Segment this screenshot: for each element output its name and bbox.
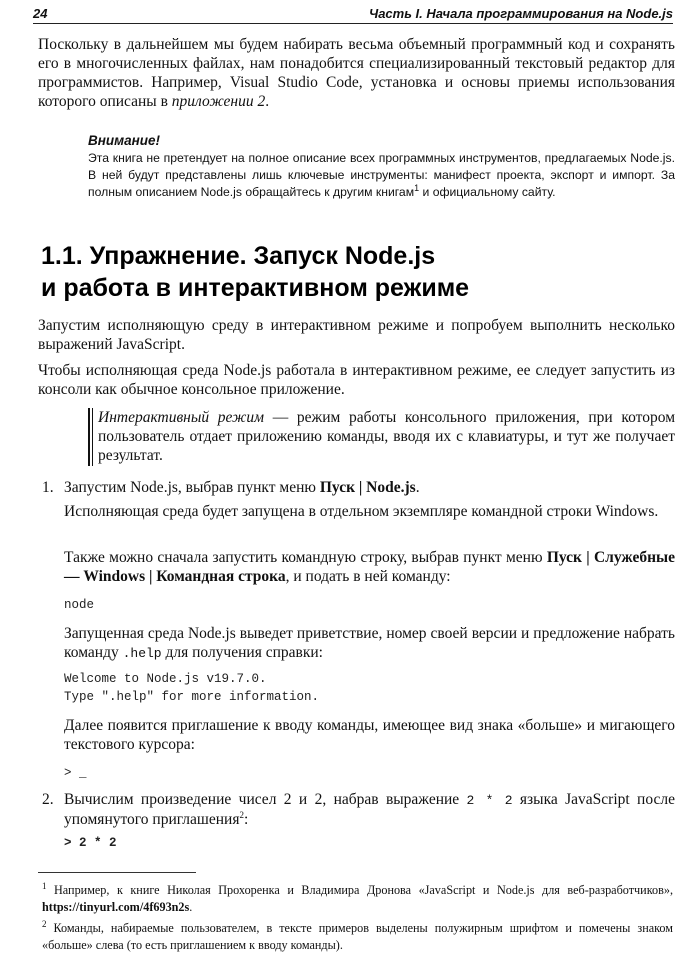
code-line: Welcome to Node.js v19.7.0. <box>64 672 267 686</box>
definition-block: Интерактивный режим — режим работы консольного приложения, при котором пользователь отдает приложению команды, вводя их с клавиатуры, и тут же получает результат. <box>98 409 675 464</box>
step-1-paragraph: Исполняющая среда будет запущена в отдельном экземпляре командной строки Windows. <box>64 503 659 520</box>
warning-title: Внимание! <box>88 133 161 148</box>
step-number: 1. <box>42 479 54 496</box>
inline-code: .help <box>122 646 162 661</box>
code-line: > 2 * 2 <box>64 836 117 850</box>
footnote-marker: 2 <box>239 809 244 820</box>
running-title: Часть I. Начала программирования на Node.js <box>368 6 673 21</box>
code-line: Type ".help" for more information. <box>64 690 320 704</box>
footnote: $^2$ Команды, набираемые пользователем, в тексте примеров выделены полужирным шрифтом и помечены знаком «больше» слева (то есть приглашением к вводу команды). <box>42 918 673 952</box>
step-1-paragraph: Также можно сначала запустить командную строку, выбрав пункт меню Пуск | Служебные — Windows | Командная строка, и подать в ней команду: <box>64 549 675 585</box>
paragraph-console-start: Чтобы исполняющая среда Node.js работала в интерактивном режиме, ее следует запустить из консоли как обычное консольное приложение. <box>38 362 675 398</box>
paragraph-run-expressions: Запустим исполняющую среду в интерактивном режиме и попробуем выполнить несколько выражений JavaScript. <box>38 317 675 353</box>
step-number: 2. <box>42 791 54 808</box>
intro-paragraph: Поскольку в дальнейшем мы будем набирать весьма объемный программный код и сохранять его в многочисленных файлах, нам понадобится специализированный текстовый редактор для программистов. Например, Visual Studio Code, установка и основы приемы использования которого описаны в приложении 2. <box>38 36 675 110</box>
menu-path: Пуск | Node.js <box>319 479 416 496</box>
step-1-paragraph: Далее появится приглашение к вводу команды, имеющее вид знака «больше» и мигающего текстового курсора: <box>64 717 675 753</box>
footnote-link[interactable]: https://tinyurl.com/4f693n2s <box>42 900 190 914</box>
footnote: $^1$ Например, к книге Николая Прохоренка и Владимира Дронова «JavaScript и Node.js для веб-разработчиков», https://tinyurl.com/4f693n2s. <box>42 880 673 914</box>
step-2-text: Вычислим произведение чисел 2 и 2, набрав выражение 2 * 2 языка JavaScript после упомянутого приглашения$^2$: <box>64 791 675 828</box>
warning-text: Эта книга не претендует на полное описание всех программных инструментов, предлагаемых Node.js. В ней будут представлены лишь ключевые инструменты: манифест проекта, экспорт и импорт. За полным описанием Node.js обращайтесь к другим книгам$^1$ и официальному сайту. <box>88 151 675 199</box>
page-number: 24 <box>33 6 48 21</box>
footnote-marker: 1 <box>414 182 420 193</box>
footnote-divider <box>38 872 196 873</box>
section-heading: 1.1. Упражнение. Запуск Node.js и работа в интерактивном режиме <box>41 242 470 302</box>
step-1-text: Запустим Node.js, выбрав пункт меню Пуск | Node.js. <box>64 479 420 496</box>
step-1-paragraph: Запущенная среда Node.js выведет приветствие, номер своей версии и предложение набрать команду .help для получения справки: <box>64 625 675 661</box>
code-line: > _ <box>64 766 87 780</box>
definition-term: Интерактивный режим <box>98 409 265 426</box>
inline-code: 2 * 2 <box>466 793 513 808</box>
code-block <box>64 670 319 706</box>
menu-path: Пуск | Служебные — Windows | Командная строка <box>64 549 675 585</box>
page-header <box>33 6 673 24</box>
code-line: node <box>64 598 95 612</box>
appendix-reference: приложении 2 <box>171 93 266 110</box>
